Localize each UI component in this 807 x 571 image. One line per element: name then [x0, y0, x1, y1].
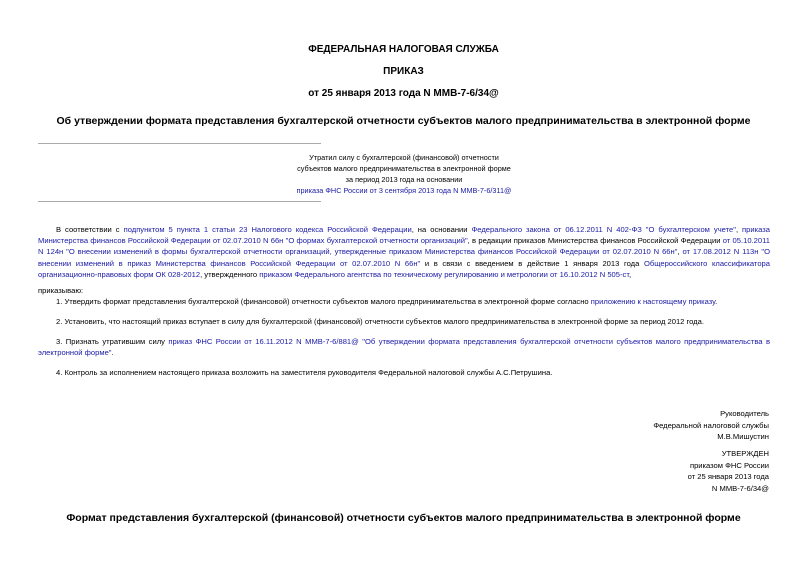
approval-date: от 25 января 2013 года — [687, 472, 769, 481]
agency-name: ФЕДЕРАЛЬНАЯ НАЛОГОВАЯ СЛУЖБА — [308, 44, 499, 55]
approval-order: приказом ФНС России — [689, 460, 769, 470]
link-minfin-124n[interactable]: от 05.10.2011 N 124н "О внесении изменений в формы бухгалтерской отчетности организаций, утвержденные приказом Министерства финансов Российской Федерации от 02.07.2010 N 66н" — [38, 236, 771, 257]
order-item-2: 2. Установить, что настоящий приказ вступает в силу для бухгалтерской (финансовой) отчетности субъектов малого предпринимательства в электронной форме за период 2012 года. — [56, 317, 704, 326]
link-minfin-66n[interactable]: приказа Министерства финансов Российской Федерации от 02.07.2010 N 66н "О формах бухгалтерской отчетности организаций" — [38, 225, 770, 246]
status-note-line3: за период 2013 года на основании — [345, 175, 463, 184]
status-note-line1: Утратил силу с бухгалтерской (финансовой) отчетности — [309, 153, 499, 162]
order-word: приказываю: — [38, 286, 84, 295]
link-accounting-law[interactable]: Федерального закона от 06.12.2011 N 402-ФЗ "О бухгалтерском учете" — [471, 225, 736, 234]
link-appendix[interactable]: приложению к настоящему приказу — [590, 297, 716, 306]
signature-agency: Федеральной налоговой службы — [653, 420, 769, 430]
signature-position: Руководитель — [720, 409, 769, 418]
link-order-881[interactable]: приказ ФНС России от 16.11.2012 N ММВ-7-6/881@ "Об утверждении формата представления бухгалтерской отчетности субъектов малого предпринимательства в электронной форме" — [38, 337, 770, 358]
doc-title: Об утверждении формата представления бухгалтерской отчетности субъектов малого предпринимательства в электронной форме — [56, 115, 751, 127]
approval-number: N ММВ-7-6/34@ — [711, 483, 769, 493]
order-item-3: 3. Признать утратившим силу приказ ФНС России от 16.11.2012 N ММВ-7-6/881@ "Об утверждении формата представления бухгалтерской отчетности субъектов малого предпринимательства в электронной форме". — [38, 337, 770, 358]
status-note-link[interactable]: приказа ФНС России от 3 сентября 2013 года N ММВ-7-6/311@ — [296, 186, 512, 195]
approval-heading: УТВЕРЖДЕН — [721, 449, 769, 458]
link-tax-code[interactable]: подпунктом 5 пункта 1 статьи 23 Налогового кодекса Российской Федерации — [123, 225, 412, 234]
doc-date-number: от 25 января 2013 года N ММВ-7-6/34@ — [308, 88, 499, 99]
divider-bottom — [38, 201, 321, 202]
order-item-1: 1. Утвердить формат представления бухгалтерской (финансовой) отчетности субъектов малого предпринимательства в электронной форме согласно приложению к настоящему приказу. — [56, 297, 718, 306]
preamble-paragraph: В соответствии с подпунктом 5 пункта 1 статьи 23 Налогового кодекса Российской Федерации, на основании Федерального закона от 06.12.2011 N 402-ФЗ "О бухгалтерском учете", приказа Министерства финансов Российской Федерации от 02.07.2010 N 66н "О формах бухгалтерской отчетности организаций", в редакции приказов Министерства финансов Российской Федерации от 05.10.2011 N 124н "О внесении изменений в формы бухгалтерской отчетности организаций, утвержденные приказом Министерства финансов Российской Федерации от 02.07.2010 N 66н", от 17.08.2012 N 113н "О внесении изменений в приказ Министерства финансов Российской Федерации от 02.07.2010 N 66н" и в связи с введением в действие 1 января 2013 года Общероссийского классификатора организационно-правовых форм ОК 028-2012, утвержденного приказом Федерального агентства по техническому регулированию и метрологии от 16.10.2012 N 505-ст, — [38, 225, 771, 279]
doc-type: ПРИКАЗ — [383, 66, 424, 77]
approval-block — [688, 448, 769, 494]
appendix-title: Формат представления бухгалтерской (финансовой) отчетности субъектов малого предпринимательства в электронной форме — [66, 512, 741, 524]
status-note — [270, 152, 538, 196]
status-note-line2: субъектов малого предпринимательства в электронной форме — [297, 164, 511, 173]
signature-block — [653, 408, 769, 443]
divider-top — [38, 143, 321, 144]
link-minfin-113n[interactable]: от 17.08.2012 N 113н "О внесении изменений в приказ Министерства финансов Российской Федерации от 02.07.2010 N 66н" — [38, 247, 770, 268]
order-item-4: 4. Контроль за исполнением настоящего приказа возложить на заместителя руководителя Федеральной налоговой службы А.С.Петрушина. — [56, 368, 553, 377]
link-okopf[interactable]: Общероссийского классификатора организационно-правовых форм ОК 028-2012 — [38, 258, 770, 279]
link-rosstandart[interactable]: приказом Федерального агентства по техническому регулированию и метрологии от 16.10.2012 N 505-ст — [259, 269, 629, 279]
signature-name: М.В.Мишустин — [717, 432, 769, 441]
